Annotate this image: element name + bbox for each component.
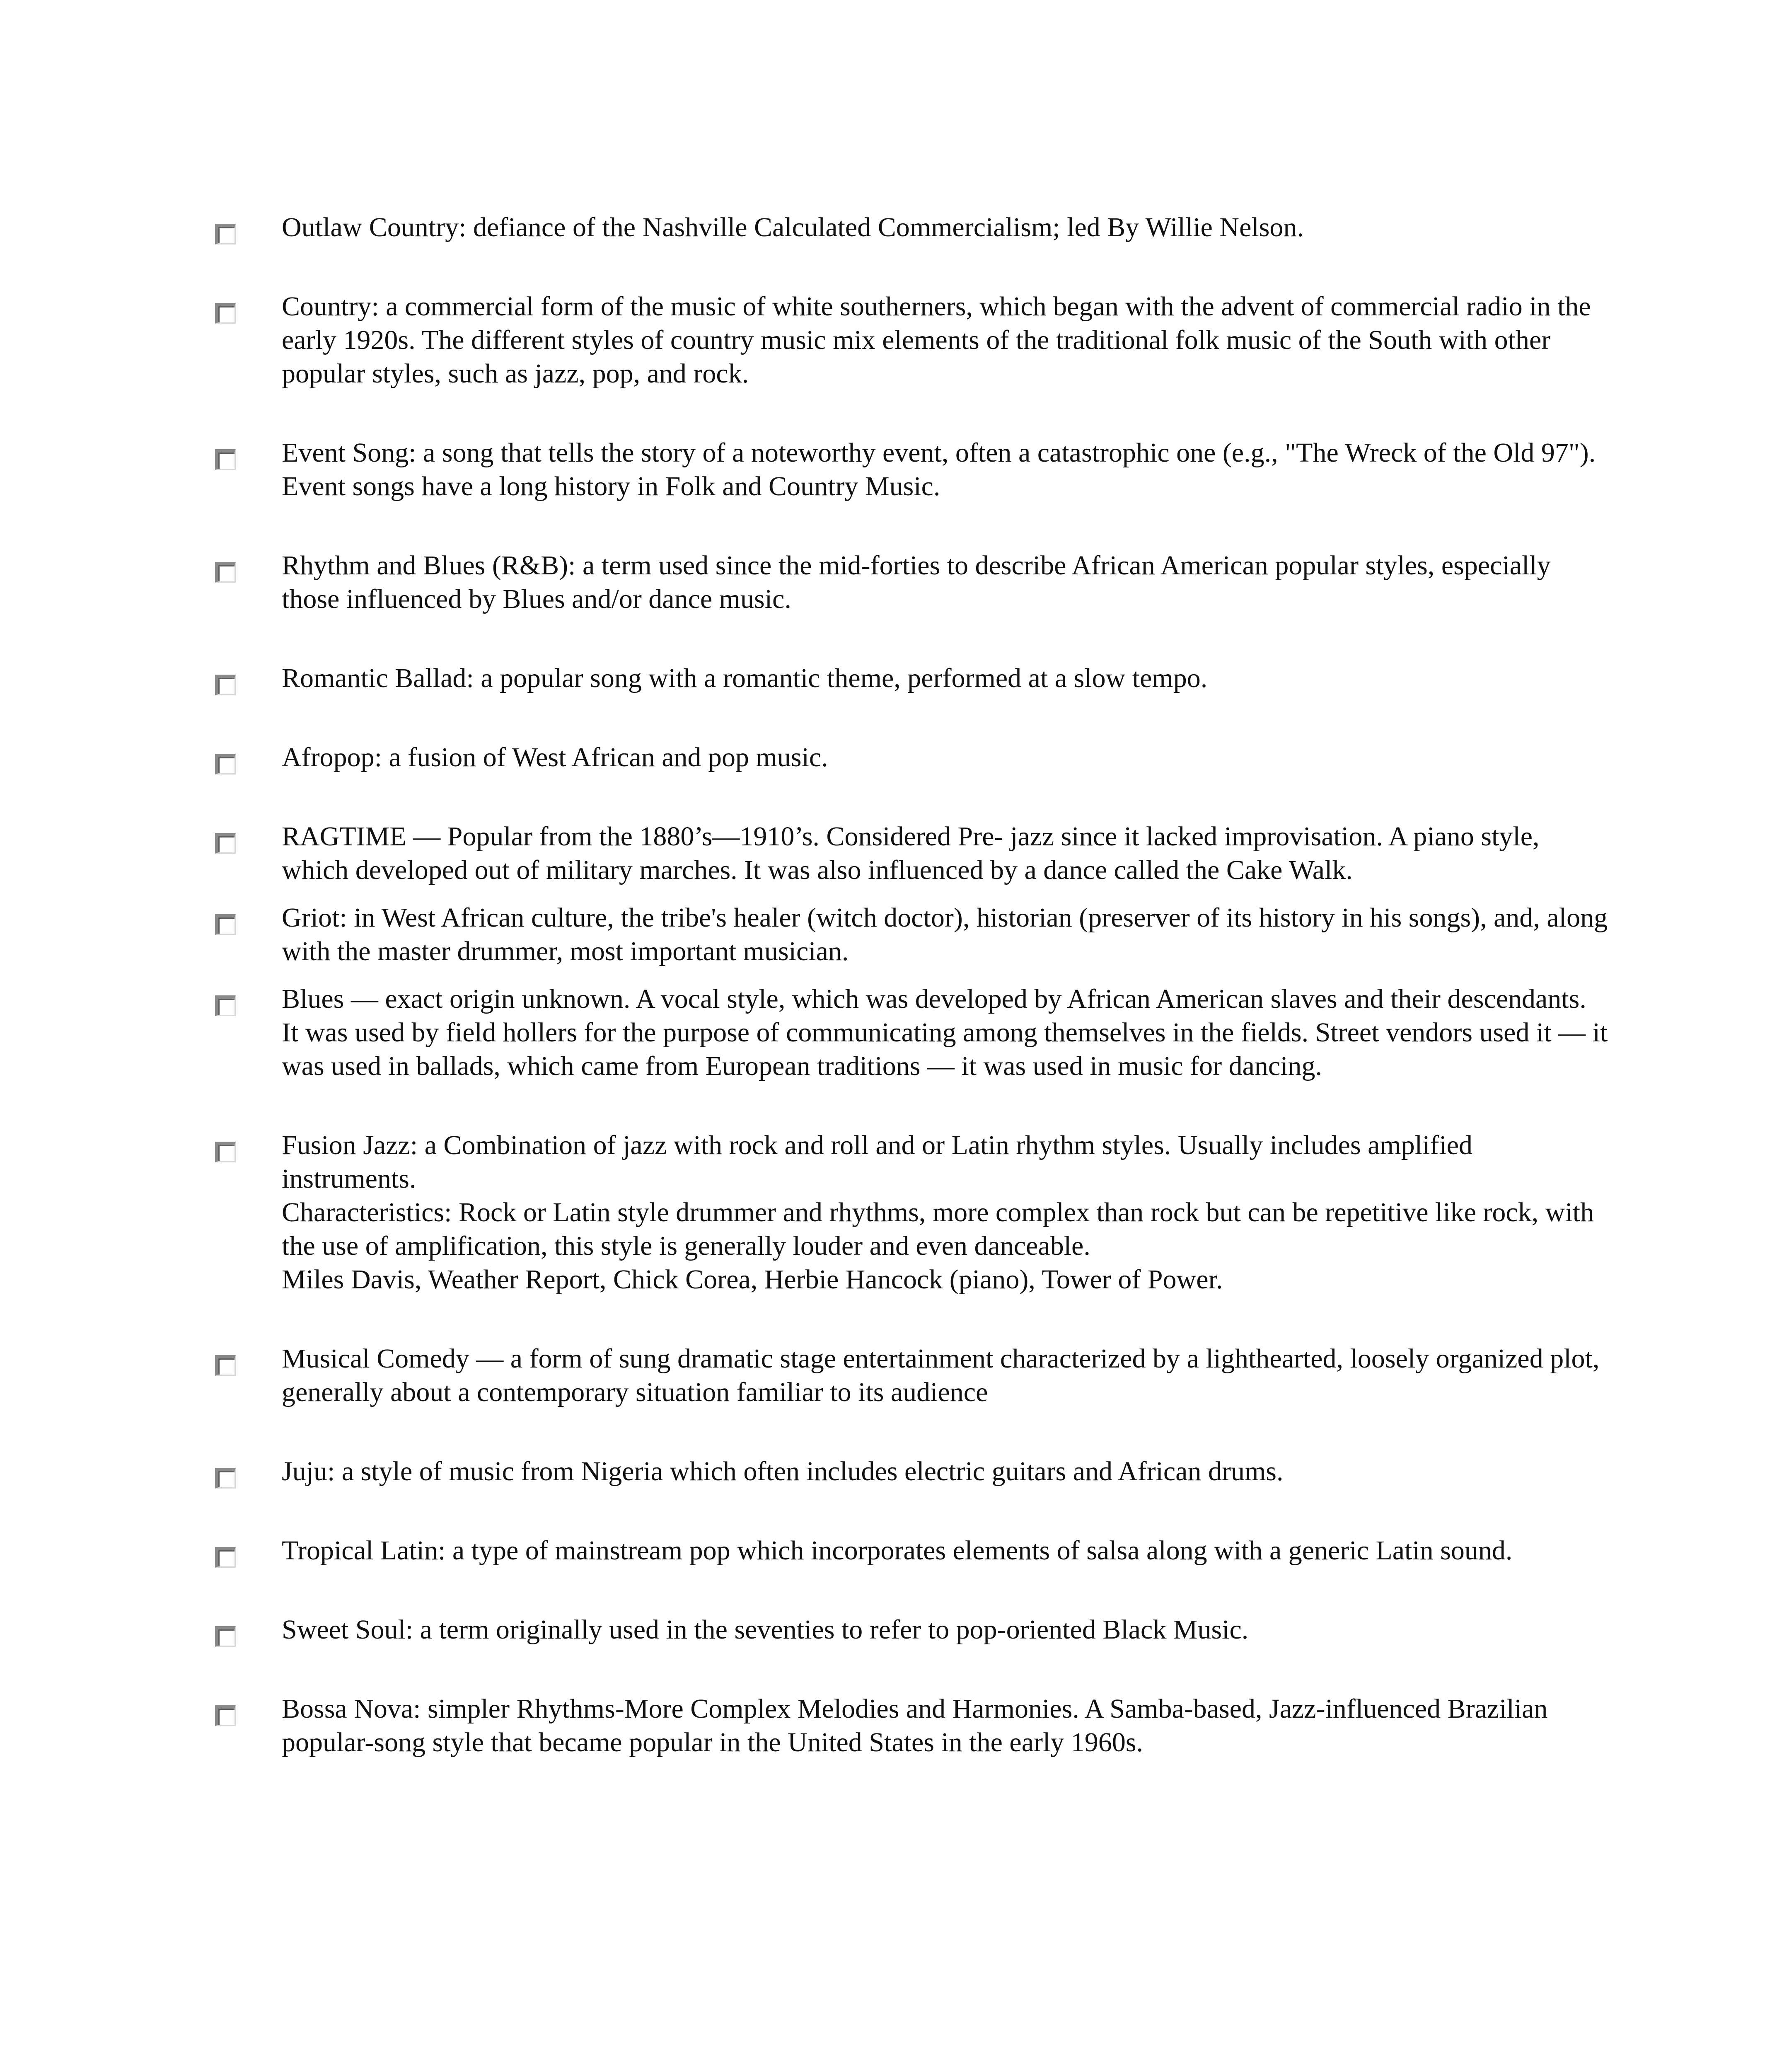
entry-text [282, 436, 1610, 503]
entry-text [282, 1613, 1610, 1646]
checkbox[interactable] [215, 1626, 236, 1647]
checkbox[interactable] [215, 995, 236, 1016]
entry-line: Country: a commercial form of the music of white southerners, which began with the advent of commercial radio in the early 1920s. The different styles of country music mix elements of the traditional folk music of the South with other popular styles, such as jazz, pop, and rock. [282, 291, 1591, 389]
entry-line: Sweet Soul: a term originally used in the seventies to refer to pop-oriented Black Music. [282, 1615, 1249, 1645]
checkbox[interactable] [215, 303, 236, 324]
entry-text [282, 1128, 1610, 1296]
list-item [213, 661, 1610, 695]
entry-line: Blues — exact origin unknown. A vocal style, which was developed by African American slaves and their descendants. It was used by field hollers for the purpose of communicating among themselves in the fields. Street vendors used it — it was used in ballads, which came from European traditions — it was used in music for dancing. [282, 984, 1608, 1081]
entry-line: Musical Comedy — a form of sung dramatic stage entertainment characterized by a lighthearted, loosely organized plot, generally about a contemporary situation familiar to its audience [282, 1343, 1600, 1407]
entry-line: Griot: in West African culture, the tribe's healer (witch doctor), historian (preserver of its history in his songs), and, along with the master drummer, most important musician. [282, 903, 1608, 966]
entry-text [282, 982, 1610, 1083]
entry-text [282, 1692, 1610, 1759]
entry-line: Juju: a style of music from Nigeria which often includes electric guitars and African drums. [282, 1456, 1284, 1486]
entry-text [282, 1455, 1610, 1488]
list-item [213, 901, 1610, 968]
checkbox[interactable] [215, 914, 236, 935]
entry-line: Tropical Latin: a type of mainstream pop which incorporates elements of salsa along with a generic Latin sound. [282, 1535, 1513, 1566]
list-item [213, 1342, 1610, 1409]
entry-text [282, 290, 1610, 390]
checkbox[interactable] [215, 224, 236, 244]
list-item [213, 1534, 1610, 1567]
entry-text [282, 211, 1610, 244]
checkbox[interactable] [215, 1142, 236, 1162]
entry-text [282, 1534, 1610, 1567]
list-item [213, 436, 1610, 503]
checkbox[interactable] [215, 1468, 236, 1489]
list-item [213, 1128, 1610, 1296]
entry-line: Fusion Jazz: a Combination of jazz with rock and roll and or Latin rhythm styles. Usually includes amplified instruments. [282, 1130, 1473, 1194]
entry-line: Romantic Ballad: a popular song with a romantic theme, performed at a slow tempo. [282, 663, 1208, 693]
list-item [213, 1455, 1610, 1488]
entry-text [282, 1342, 1610, 1409]
checkbox[interactable] [215, 1547, 236, 1568]
checkbox[interactable] [215, 754, 236, 775]
list-item [213, 820, 1610, 887]
checkbox[interactable] [215, 562, 236, 583]
checklist [213, 211, 1610, 1759]
list-item [213, 290, 1610, 390]
list-item [213, 549, 1610, 616]
list-item [213, 741, 1610, 774]
list-item [213, 1613, 1610, 1646]
entry-line: Event Song: a song that tells the story of a noteworthy event, often a catastrophic one (e.g., "The Wreck of the Old 97"). Event songs have a long history in Folk and Country Music. [282, 438, 1596, 501]
list-item [213, 211, 1610, 244]
entry-text [282, 661, 1610, 695]
entry-line: Rhythm and Blues (R&B): a term used since the mid-forties to describe African American popular styles, especially those influenced by Blues and/or dance music. [282, 550, 1551, 614]
entry-text [282, 820, 1610, 887]
entry-text [282, 901, 1610, 968]
entry-line: Bossa Nova: simpler Rhythms-More Complex Melodies and Harmonies. A Samba-based, Jazz-influenced Brazilian popular-song style that became popular in the United States in the early 1960s. [282, 1694, 1548, 1757]
entry-line: Afropop: a fusion of West African and pop music. [282, 742, 828, 772]
checkbox[interactable] [215, 449, 236, 470]
entry-line: RAGTIME — Popular from the 1880’s—1910’s. Considered Pre- jazz since it lacked improvisation. A piano style, which developed out of military marches. It was also influenced by a dance called the Cake Walk. [282, 821, 1540, 885]
checkbox[interactable] [215, 1705, 236, 1726]
entry-line: Outlaw Country: defiance of the Nashville Calculated Commercialism; led By Willie Nelson. [282, 212, 1304, 242]
entry-text [282, 741, 1610, 774]
checkbox[interactable] [215, 833, 236, 854]
list-item [213, 982, 1610, 1083]
entry-line: Miles Davis, Weather Report, Chick Corea, Herbie Hancock (piano), Tower of Power. [282, 1264, 1223, 1295]
list-item [213, 1692, 1610, 1759]
checkbox[interactable] [215, 675, 236, 695]
entry-line: Characteristics: Rock or Latin style drummer and rhythms, more complex than rock but can be repetitive like rock, with the use of amplification, this style is generally louder and even danceable. [282, 1197, 1594, 1261]
entry-text [282, 549, 1610, 616]
checkbox[interactable] [215, 1355, 236, 1376]
